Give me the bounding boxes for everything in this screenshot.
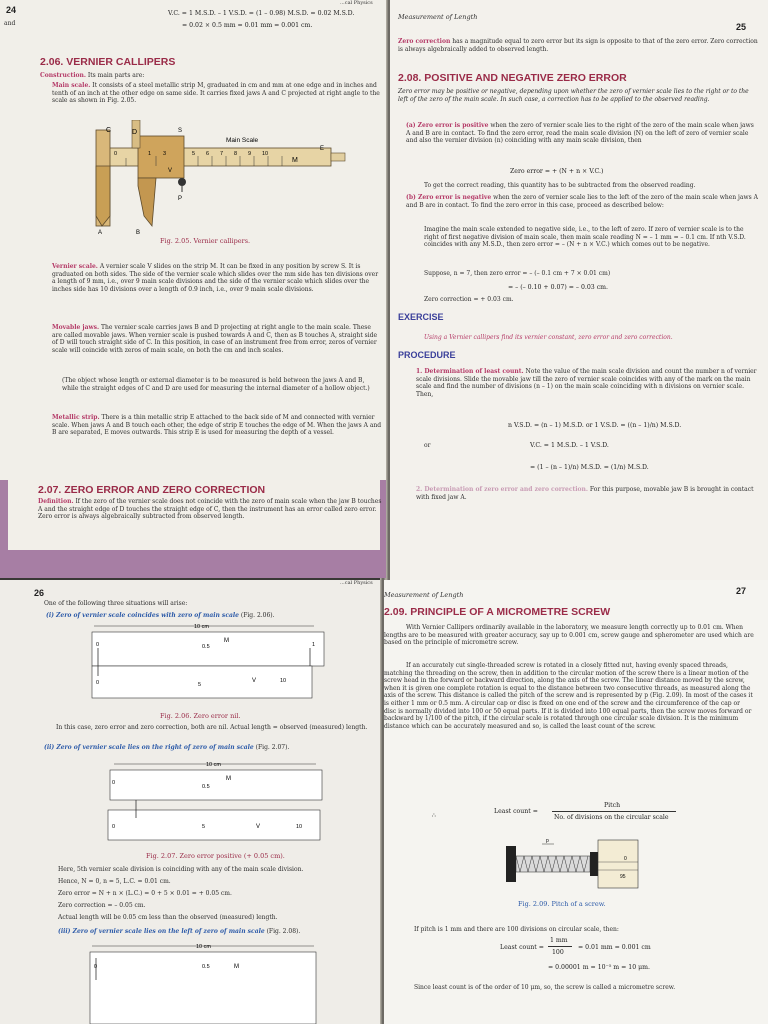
fig-label: 0.5 — [202, 964, 210, 970]
paragraph: (Fig. 2.08). — [264, 928, 301, 935]
equation-label: Least count = — [494, 808, 538, 815]
fig-label: 10 — [280, 678, 287, 684]
fig-label: P — [178, 196, 183, 202]
fig-label: 3 — [163, 151, 167, 157]
paragraph: Zero correction = – 0.05 cm. — [58, 902, 146, 909]
fraction-bar — [552, 811, 676, 812]
fig-label: 8 — [234, 151, 238, 157]
paragraph: In this case, zero error and zero correction, both are nil. Actual length = observed (measured) length. — [56, 724, 368, 731]
fig-label: 0 — [624, 856, 627, 862]
page-number: 25 — [736, 22, 747, 32]
paragraph: Suppose, n = 7, then zero error = – (– 0.1 cm + 7 × 0.01 cm) — [424, 270, 611, 277]
paragraph: Hence, N = 0, n = 5, L.C. = 0.01 cm. — [58, 878, 171, 885]
equation-label: Least count = — [500, 944, 544, 951]
paragraph: If the zero of the vernier scale does not coincide with the zero of main scale when the jaw B touches A and the straight edge of D touches the straight edge of C, then the instrument has an error called zero error. Zero error is always algebraically subtracted from observed length. — [38, 498, 382, 521]
page-number: 27 — [736, 586, 747, 596]
exercise-heading: EXERCISE — [398, 312, 444, 322]
fig-label: 95 — [620, 874, 626, 880]
fig-label: 5 — [192, 151, 196, 157]
paragraph: or — [424, 442, 431, 449]
paragraph: There is a thin metallic strip E attached to the back side of M and connected with vernier scale. When jaws A and B touch each other, the edge of strip E touches the edge of M. When the jaws A and B are separated, E moves outwards. This strip E is used for measuring the depth of a vessel. — [52, 414, 382, 437]
paragraph: Its main parts are: — [85, 72, 145, 79]
paragraph: Zero error = N + n × (L.C.) = 0 + 5 × 0.01 = + 0.05 cm. — [58, 890, 232, 897]
term: Movable jaws. — [52, 324, 100, 331]
term: Definition. — [38, 498, 74, 505]
vernier-callipers-figure — [86, 120, 346, 234]
equation-result: = 0.01 mm = 0.001 cm — [578, 944, 651, 951]
corner-text: ...cal Physics — [340, 580, 373, 586]
paragraph: It consists of a steel metallic strip M, graduated in cm and mm at one edge and in inches and tenth of an inch at the other edge on same side. It carries fixed jaws A and C projected at right angle to the scale as shown in Fig. 2.05. — [52, 82, 380, 105]
term: Metallic strip. — [52, 414, 100, 421]
fig-label: 10 cm — [196, 944, 211, 950]
fig-label: 7 — [220, 151, 224, 157]
term: (a) Zero error is positive — [406, 122, 489, 129]
fig-label: Main Scale — [226, 137, 259, 144]
page-27 — [384, 580, 768, 1024]
vernier-scale-figure-zero-nil — [84, 618, 334, 706]
paragraph: If an accurately cut single-threaded screw is rotated in a closely fitted nut, having evenly spaced threads, matching the threading on the screw, then in addition to the circular motion of the screw there is a linear motion of the screw head in the forward or backward direction, along the axis of the screw. The linear distance moved by the screw, when it is given one complete rotation is equal to the distance between two consecutive threads, as measured along the axis of the screw. This distance is called the pitch of the screw and is represented by p (Fig. 2.09). In most of the cases it is either 1 mm or 0.5 mm. A circular cap or disc is fixed on one end of the screw and the circumference of the cap or disc is normally divided into 100 or 50 equal parts. If it is divided into 100 equal parts, then the screw moves forward or backward by 1/100 of the pitch, if the circular scale is rotated through one circular scale division. It is the minimum distance which can be accurately measured and so, is called the least count of the screw. — [384, 662, 753, 730]
paragraph: The vernier scale carries jaws B and D projecting at right angle to the main scale. These are called movable jaws. When vernier scale is pushed towards A and C, then as B touches A, straight side of D will touch straight side of C. In this position, in case of an instrument free from error, zeros of vernier scale will coincide with zeros of main scale, on both the cm and inch scales. — [52, 324, 378, 354]
equation-line: n V.S.D. = (n – 1) M.S.D. or 1 V.S.D. = ((n – 1)/n) M.S.D. — [508, 422, 682, 429]
corner-text: ...cal Physics — [340, 0, 373, 6]
equation-line: = (1 – (n – 1)/n) M.S.D. = (1/n) M.S.D. — [530, 464, 649, 471]
term: Vernier scale. — [52, 263, 98, 270]
term: 1. Determination of least count. — [416, 368, 524, 375]
paragraph: To get the correct reading, this quantity has to be subtracted from the observed reading. — [424, 182, 696, 189]
paragraph: With Vernier Callipers ordinarily available in the laboratory, we measure length correctly up to 0.01 cm. When lengths are to be measured with greater accuracy, say up to 0.001 cm, screw gauge and spherometer are used which are based on the principle of micrometre screw. — [384, 624, 754, 647]
page-25 — [390, 0, 768, 580]
section-heading: 2.08. POSITIVE AND NEGATIVE ZERO ERROR — [398, 72, 627, 84]
equation-line: V.C. = 1 M.S.D. – 1 V.S.D. — [530, 442, 609, 449]
fig-label: 0.5 — [202, 784, 210, 790]
fig-label: 10 cm — [194, 624, 209, 630]
procedure-heading: PROCEDURE — [398, 350, 456, 360]
fig-label: 5 — [198, 682, 202, 688]
fig-label: 0 — [96, 642, 100, 648]
fig-label: 1 — [312, 642, 316, 648]
paragraph: For this purpose, movable jaw B is brought in contact with fixed jaw A. — [416, 486, 754, 501]
section-heading: 2.07. ZERO ERROR AND ZERO CORRECTION — [38, 484, 266, 496]
term: (b) Zero error is negative — [406, 194, 492, 201]
term: Construction. — [40, 72, 86, 79]
fig-label: 10 — [296, 824, 303, 830]
fig-label: 0 — [94, 964, 98, 970]
section-heading: 2.06. VERNIER CALLIPERS — [40, 56, 176, 68]
term: (iii) Zero of vernier scale lies on the left of zero of main scale — [58, 928, 265, 935]
paragraph: Note the value of the main scale division and count the number n of vernier scale divisions. Slide the movable jaw till the zero of vernier scale coincides with any of the mark on the main scale and find the number of divisions (n – 1) on the main scale coinciding with n divisions on vernier scale. Then, — [416, 368, 757, 398]
fig-label: C — [106, 127, 112, 134]
term: 2. Determination of zero error and zero correction. — [416, 486, 589, 493]
fig-label: 0 — [112, 780, 116, 786]
fraction-numerator: 1 mm — [550, 937, 568, 944]
equation-line: Zero error = + (N + n × V.C.) — [510, 168, 604, 175]
running-head: Measurement of Length — [384, 591, 464, 599]
fraction-denominator: 100 — [552, 949, 564, 956]
paragraph: Imagine the main scale extended to negative side, i.e., to the left of zero. If zero of vernier scale is to the right of first negative division of main scale, then main scale reading N = – 1 mm = – 0.1 cm. If nth V.S.D. coincides with any M.S.D., then zero error = – (N + n × V.C.) which comes out to be negative. — [424, 226, 746, 249]
fraction-numerator: Pitch — [604, 802, 621, 809]
fig-label: V — [168, 168, 173, 174]
paragraph: If pitch is 1 mm and there are 100 divisions on circular scale, then: — [414, 926, 619, 933]
paragraph: when the zero of vernier scale lies to the left of the zero of the main scale when jaws A and B are in contact. To find the zero error in this case, proceed as described below: — [406, 194, 758, 209]
fig-label: 9 — [248, 151, 252, 157]
fig-label: B — [136, 230, 141, 234]
paragraph: has a magnitude equal to zero error but its sign is opposite to that of the zero error. Zero correction is always algebraically added to observed length. — [398, 38, 758, 53]
paragraph: Using a Vernier callipers find its vernier constant, zero error and zero correction. — [424, 334, 673, 341]
fig-label: 6 — [206, 151, 210, 157]
equation-result: = 0.00001 m = 10⁻⁵ m = 10 μm. — [548, 964, 650, 971]
fig-label: 5 — [202, 824, 206, 830]
paragraph: Since least count is of the order of 10 μm, so, the screw is called a micrometre screw. — [414, 984, 676, 991]
paragraph: A vernier scale V slides on the strip M. It can be fixed in any position by screw S. It is graduated on both sides. The side of the vernier scale which slides over the mm side has ten divisions over a length of 9 mm, i.e., over 9 main scale divisions and the side of the vernier scale which slides over the inches side has 10 divisions over a length of 0.9 inch, i.e., over 9 main scale divisions. — [52, 263, 379, 293]
vernier-scale-figure-negative — [84, 940, 324, 1024]
section-heading: 2.09. PRINCIPLE OF A MICROMETRE SCREW — [384, 606, 611, 618]
figure-caption: Fig. 2.05. Vernier callipers. — [160, 237, 251, 245]
fig-label: M — [224, 638, 229, 644]
paragraph: Zero correction = + 0.03 cm. — [424, 296, 514, 303]
fig-label: D — [132, 129, 138, 136]
paragraph: (Fig. 2.07). — [253, 744, 290, 751]
figure-caption: Fig. 2.09. Pitch of a screw. — [518, 900, 606, 908]
fig-label: 0.5 — [202, 644, 210, 650]
fraction-bar — [548, 946, 572, 947]
fig-label: 0 — [112, 824, 116, 830]
fig-label: p — [546, 838, 549, 844]
paragraph: Zero error may be positive or negative, depending upon whether the zero of vernier scale lies to the right or to the left of the zero of the main scale. In such case, a correction has to be applied to the observed reading. — [398, 88, 749, 103]
paragraph: when the zero of vernier scale lies to the right of the zero of the main scale when jaws A and B are in contact. To find the zero error, read the main scale division (N) on the left of zero of vernier scale and also the vernier division (n) coinciding with any main scale division, then — [406, 122, 754, 145]
fig-label: M — [292, 157, 298, 164]
paragraph: Here, 5th vernier scale division is coinciding with any of the main scale division. — [58, 866, 304, 873]
paragraph: One of the following three situations will arise: — [44, 600, 188, 607]
fig-label: V — [256, 824, 261, 830]
running-head: Measurement of Length — [398, 13, 478, 21]
figure-caption: Fig. 2.07. Zero error positive (+ 0.05 cm). — [146, 852, 285, 860]
vernier-scale-figure-positive — [106, 758, 326, 844]
equation-line: = 0.02 × 0.5 mm = 0.01 mm = 0.001 cm. — [182, 22, 313, 29]
fraction-denominator: No. of divisions on the circular scale — [554, 814, 669, 821]
fig-label: 10 cm — [206, 762, 221, 768]
fig-label: 0 — [96, 680, 100, 686]
page-number: 24 — [6, 5, 17, 15]
term: (i) Zero of vernier scale coincides with zero of main scale — [46, 612, 239, 619]
therefore-symbol: ∴ — [432, 812, 436, 819]
paragraph: (The object whose length or external diameter is to be measured is held between the jaws A and B, while the straight edges of C and D are used for measuring the internal diameter of a hollow object.) — [62, 377, 370, 392]
paragraph: (Fig. 2.06). — [238, 612, 275, 619]
figure-caption: Fig. 2.06. Zero error nil. — [160, 712, 241, 720]
fig-label: 10 — [262, 151, 269, 157]
fig-label: V — [252, 678, 257, 684]
fig-label: 0 — [114, 151, 118, 157]
page-number: 26 — [34, 588, 45, 598]
equation-line: V.C. = 1 M.S.D. – 1 V.S.D. = (1 – 0.98) M.S.D. = 0.02 M.S.D. — [168, 10, 355, 17]
pitch-of-screw-figure — [502, 834, 642, 894]
fig-label: S — [178, 128, 183, 134]
fig-label: E — [320, 146, 325, 152]
side-text: and — [4, 20, 16, 27]
page-24 — [0, 0, 388, 578]
term: Main scale. — [52, 82, 91, 89]
term: Zero correction — [398, 38, 451, 45]
fig-label: A — [98, 230, 103, 234]
equation-line: = – (– 0.10 + 0.07) = – 0.03 cm. — [508, 284, 608, 291]
paragraph: Actual length will be 0.05 cm less than the observed (measured) length. — [58, 914, 278, 921]
fig-label: 1 — [148, 151, 152, 157]
page-26 — [0, 580, 382, 1024]
fig-label: M — [234, 964, 239, 970]
term: (ii) Zero of vernier scale lies on the right of zero of main scale — [44, 744, 254, 751]
fig-label: M — [226, 776, 231, 782]
